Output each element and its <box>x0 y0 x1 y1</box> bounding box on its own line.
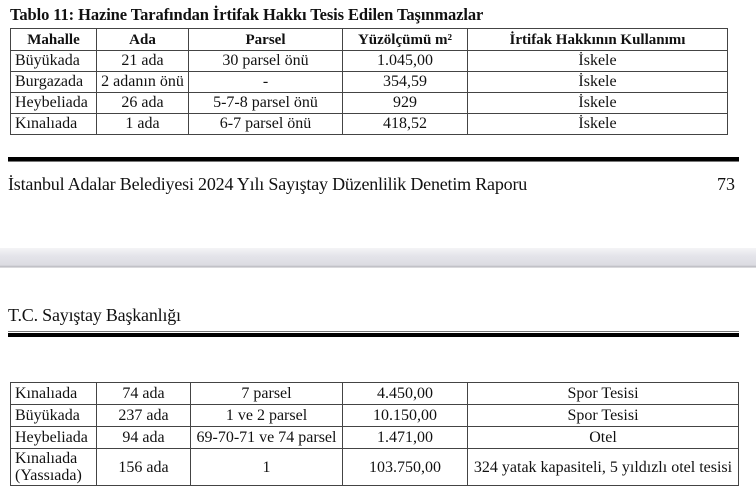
cell-mahalle: Heybeliada <box>11 427 97 449</box>
header-parsel: Parsel <box>189 29 343 51</box>
header-kullanim: İrtifak Hakkının Kullanımı <box>468 29 728 51</box>
cell-usage: İskele <box>468 93 728 114</box>
cell-ada: 2 adanın önü <box>97 72 189 93</box>
header-divider <box>8 331 739 337</box>
cell-mahalle: Büyükada <box>11 51 97 72</box>
cell-area: 1.471,00 <box>343 427 468 449</box>
table-row <box>11 114 728 135</box>
cell-usage: İskele <box>468 72 728 93</box>
table-row <box>11 449 739 486</box>
cell-parsel: 1 ve 2 parsel <box>191 405 343 427</box>
cell-ada: 1 ada <box>97 114 189 135</box>
cell-parsel: - <box>189 72 343 93</box>
cell-mahalle: Büyükada <box>11 405 97 427</box>
cell-mahalle-line2: (Yassıada) <box>15 467 82 484</box>
cell-parsel: 1 <box>191 449 343 486</box>
table-row <box>11 51 728 72</box>
cell-usage: Otel <box>468 427 739 449</box>
cell-area: 418,52 <box>343 114 468 135</box>
table-row <box>11 427 739 449</box>
cell-ada: 21 ada <box>97 51 189 72</box>
table-header-row <box>11 29 728 51</box>
cell-mahalle: Burgazada <box>11 72 97 93</box>
cell-mahalle: Heybeliada <box>11 93 97 114</box>
cell-area: 929 <box>343 93 468 114</box>
cell-parsel: 6-7 parsel önü <box>189 114 343 135</box>
header-mahalle: Mahalle <box>11 29 97 51</box>
cell-ada: 94 ada <box>97 427 191 449</box>
header-yuzolcumu: Yüzölçümü m² <box>343 29 468 51</box>
page-number: 73 <box>717 174 735 194</box>
table-row <box>11 405 739 427</box>
cell-ada: 156 ada <box>97 449 191 486</box>
cell-area: 1.045,00 <box>343 51 468 72</box>
cell-ada: 74 ada <box>97 383 191 405</box>
table-title: Tablo 11: Hazine Tarafından İrtifak Hakkı Tesis Edilen Taşınmazlar <box>10 5 484 24</box>
cell-usage: İskele <box>468 114 728 135</box>
page-73 <box>0 0 756 248</box>
cell-mahalle: Kınalıada <box>11 383 97 405</box>
page-break-separator <box>0 248 756 268</box>
cell-parsel: 7 parsel <box>191 383 343 405</box>
cell-mahalle: Kınalıada <box>11 114 97 135</box>
cell-parsel: 69-70-71 ve 74 parsel <box>191 427 343 449</box>
cell-usage: Spor Tesisi <box>468 405 739 427</box>
page-footer-text: İstanbul Adalar Belediyesi 2024 Yılı Sayıştay Düzenlilik Denetim Raporu <box>8 174 528 194</box>
cell-usage: 324 yatak kapasiteli, 5 yıldızlı otel tesisi <box>468 449 739 486</box>
cell-usage: Spor Tesisi <box>468 383 739 405</box>
header-ada: Ada <box>97 29 189 51</box>
footer-divider <box>8 157 739 162</box>
cell-parsel: 5-7-8 parsel önü <box>189 93 343 114</box>
table-row <box>11 383 739 405</box>
easement-table-continued <box>10 382 739 486</box>
easement-table <box>10 28 728 135</box>
table-row <box>11 72 728 93</box>
cell-mahalle-line1: Kınalıada <box>15 450 78 467</box>
cell-parsel: 30 parsel önü <box>189 51 343 72</box>
page-header-text: T.C. Sayıştay Başkanlığı <box>8 305 181 325</box>
cell-ada: 26 ada <box>97 93 189 114</box>
cell-mahalle <box>11 449 97 486</box>
cell-area: 103.750,00 <box>343 449 468 486</box>
cell-area: 4.450,00 <box>343 383 468 405</box>
cell-area: 10.150,00 <box>343 405 468 427</box>
cell-ada: 237 ada <box>97 405 191 427</box>
cell-area: 354,59 <box>343 72 468 93</box>
cell-usage: İskele <box>468 51 728 72</box>
table-row <box>11 93 728 114</box>
